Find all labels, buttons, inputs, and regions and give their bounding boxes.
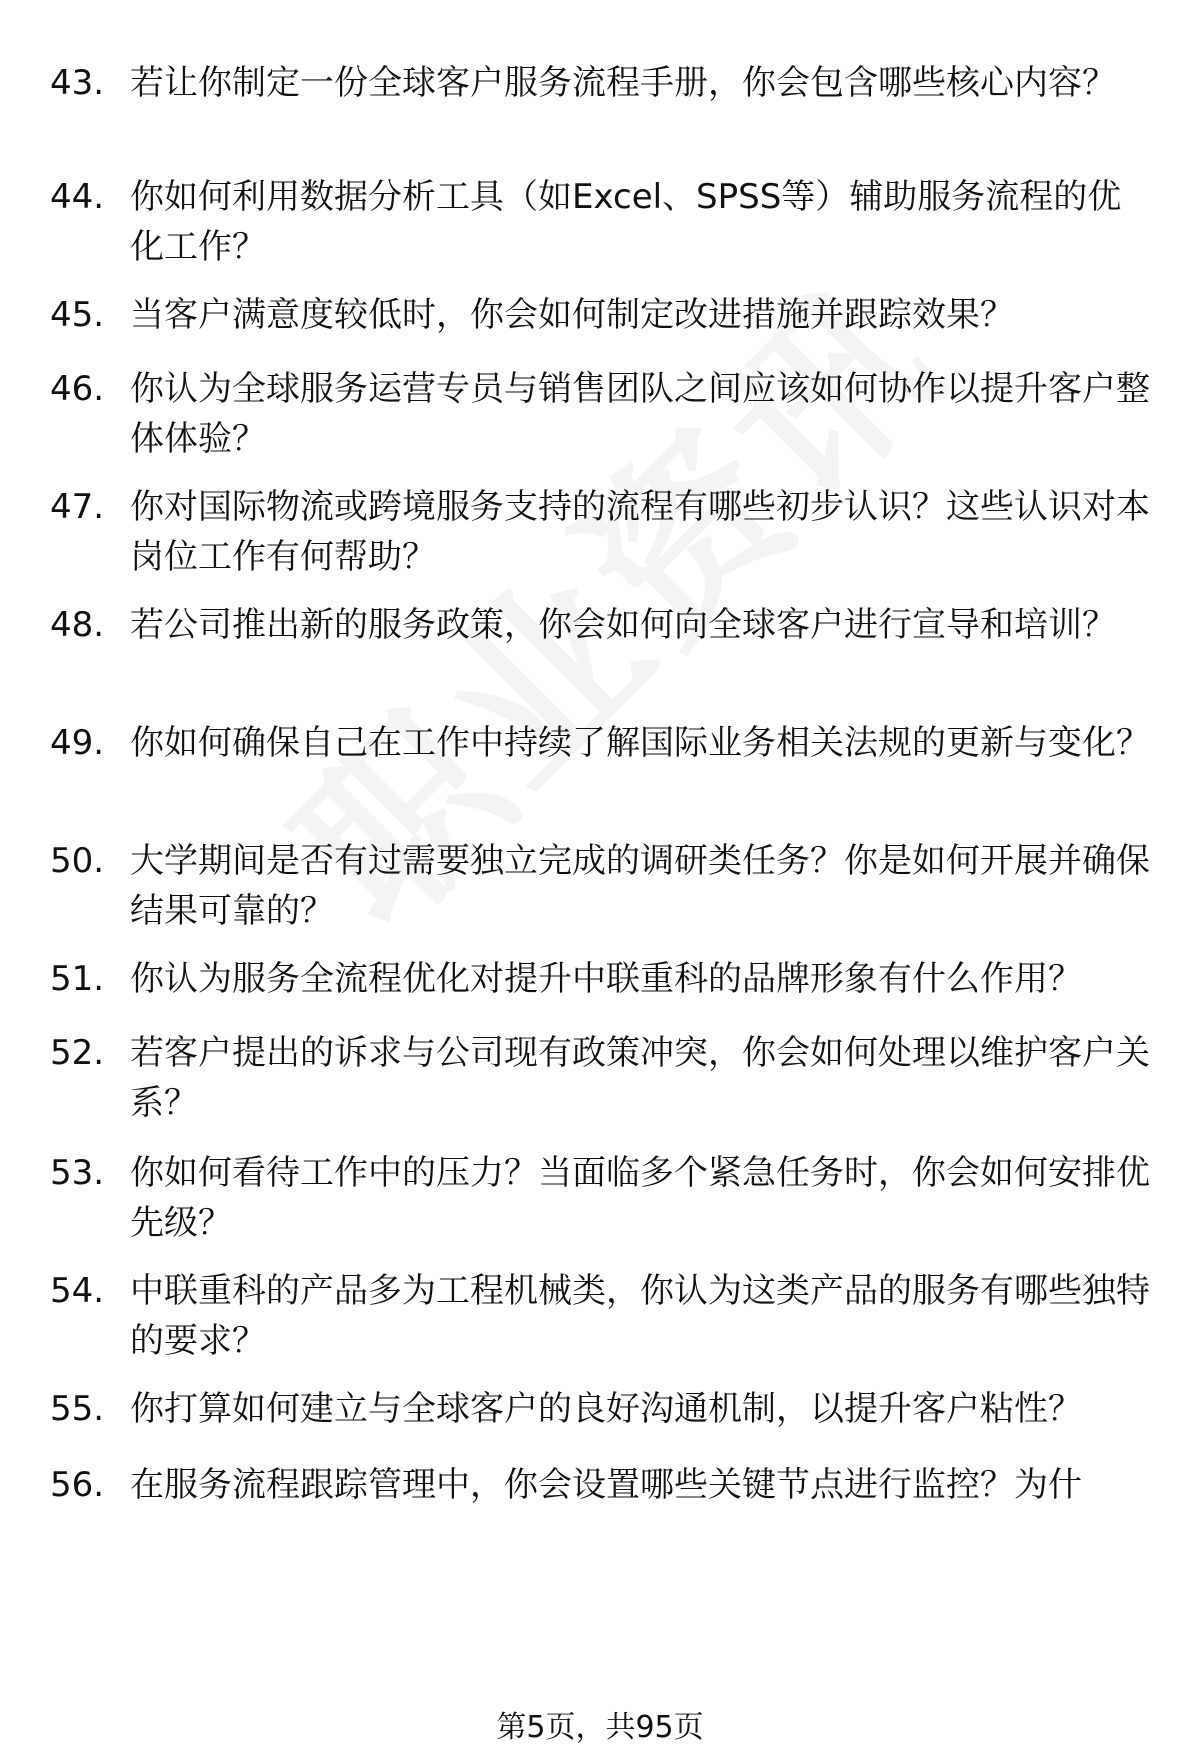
question-number: 51.: [50, 959, 105, 999]
list-item: [50, 290, 1150, 340]
question-number: 47.: [50, 487, 105, 527]
question-text: 你认为服务全流程优化对提升中联重科的品牌形象有什么作用？: [130, 959, 1082, 999]
list-item: [50, 364, 1150, 464]
question-text: 你如何看待工作中的压力？当面临多个紧急任务时，你会如何安排优先级？: [130, 1153, 1150, 1243]
list-item: [50, 718, 1150, 768]
list-item: [50, 954, 1150, 1004]
question-number: 44.: [50, 177, 105, 217]
question-text: 你认为全球服务运营专员与销售团队之间应该如何协作以提升客户整体体验？: [130, 369, 1150, 459]
list-item: [50, 172, 1150, 272]
question-text: 若公司推出新的服务政策，你会如何向全球客户进行宣导和培训？: [130, 605, 1116, 645]
question-text: 在服务流程跟踪管理中，你会设置哪些关键节点进行监控？为什: [130, 1465, 1082, 1505]
question-text: 你打算如何建立与全球客户的良好沟通机制，以提升客户粘性？: [130, 1389, 1082, 1429]
list-item: [50, 1028, 1150, 1128]
question-text: 当客户满意度较低时，你会如何制定改进措施并跟踪效果？: [130, 295, 1014, 335]
question-text: 中联重科的产品多为工程机械类，你认为这类产品的服务有哪些独特的要求？: [130, 1271, 1150, 1361]
question-text: 你对国际物流或跨境服务支持的流程有哪些初步认识？这些认识对本岗位工作有何帮助？: [130, 487, 1150, 577]
question-text: 大学期间是否有过需要独立完成的调研类任务？你是如何开展并确保结果可靠的？: [130, 841, 1150, 931]
list-item: [50, 1266, 1150, 1366]
question-number: 55.: [50, 1389, 105, 1429]
question-text: 若客户提出的诉求与公司现有政策冲突，你会如何处理以维护客户关系？: [130, 1033, 1150, 1123]
question-text: 你如何利用数据分析工具（如Excel、SPSS等）辅助服务流程的优化工作？: [130, 177, 1122, 267]
question-number: 54.: [50, 1271, 105, 1311]
question-number: 43.: [50, 63, 105, 103]
question-text: 若让你制定一份全球客户服务流程手册，你会包含哪些核心内容？: [130, 63, 1116, 103]
question-text: 你如何确保自己在工作中持续了解国际业务相关法规的更新与变化？: [130, 723, 1150, 763]
list-item: [50, 482, 1150, 582]
list-item: [50, 1460, 1150, 1510]
question-number: 53.: [50, 1153, 105, 1193]
list-item: [50, 58, 1150, 108]
list-item: [50, 1148, 1150, 1248]
question-number: 49.: [50, 723, 105, 763]
question-number: 52.: [50, 1033, 105, 1073]
question-number: 45.: [50, 295, 105, 335]
list-item: [50, 600, 1150, 650]
list-item: [50, 1384, 1150, 1434]
question-number: 50.: [50, 841, 105, 881]
question-number: 46.: [50, 369, 105, 409]
page-number-footer: 第5页，共95页: [496, 1710, 704, 1745]
question-number: 48.: [50, 605, 105, 645]
question-number: 56.: [50, 1465, 105, 1505]
list-item: [50, 836, 1150, 936]
